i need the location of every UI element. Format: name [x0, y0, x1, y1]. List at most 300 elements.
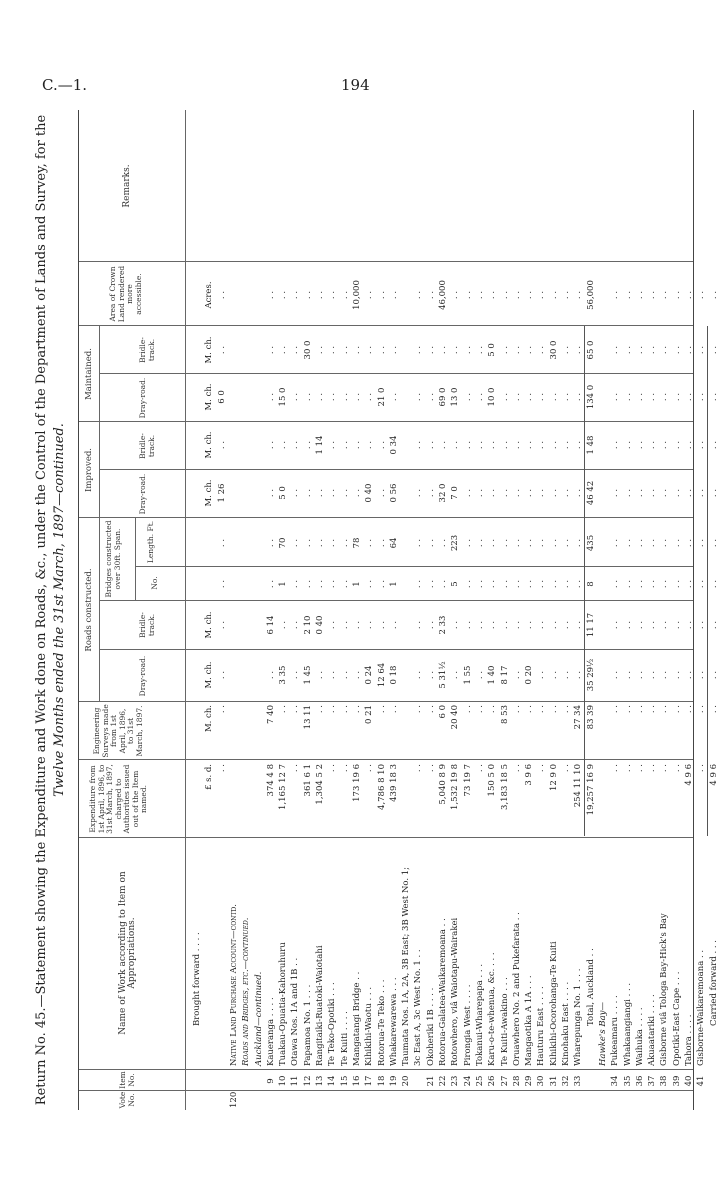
- cell-mdr: . .: [462, 392, 473, 402]
- cell-dray: 3 35: [278, 665, 289, 685]
- cell-bri: . .: [450, 620, 461, 630]
- cell-mbr: . .: [671, 345, 682, 355]
- cell-exp: 4,786 8 10: [376, 764, 387, 810]
- cell-mdr: . .: [573, 392, 584, 402]
- cell-len: . .: [265, 538, 276, 548]
- table-row: [535, 110, 547, 1110]
- cell-idr: . .: [413, 488, 424, 498]
- cell-bri: . .: [474, 620, 485, 630]
- cell-ibr: 1 14: [315, 435, 325, 455]
- cell-no: . .: [659, 579, 670, 589]
- cell-bri: 2 10: [302, 615, 313, 635]
- cell-mbr: . .: [376, 345, 387, 355]
- table-row: [363, 110, 375, 1110]
- cell-item: 23: [450, 1075, 461, 1087]
- cell-len: . .: [425, 538, 436, 548]
- cell-idr: . .: [351, 488, 362, 498]
- cell-area: . .: [302, 290, 313, 300]
- cell-idr: . .: [610, 488, 621, 498]
- cell-bri: . .: [511, 620, 522, 630]
- cell-mbr: . .: [511, 345, 522, 355]
- cell-ibr: . .: [487, 440, 498, 450]
- table-row: [289, 110, 301, 1110]
- cell-mdr: . .: [339, 392, 350, 402]
- cell-area: 10,000: [351, 280, 362, 310]
- cell-len: . .: [474, 538, 485, 548]
- cell-mbr: . .: [364, 345, 375, 355]
- cell-mbr: 30 0: [302, 340, 313, 360]
- cell-mdr: . .: [696, 392, 707, 402]
- table-row: [412, 110, 424, 1110]
- cell-ibr: . .: [684, 440, 694, 450]
- cell-area: . .: [548, 290, 559, 300]
- cell-len: 78: [351, 537, 362, 549]
- cell-mdr: . .: [536, 392, 547, 402]
- cell-mbr: 65 0: [585, 340, 596, 360]
- table-row: [572, 110, 584, 1110]
- cell-name: Kaueranga . . . .: [265, 997, 276, 1066]
- cell-no: 5: [450, 581, 461, 587]
- cell-area: . .: [671, 290, 682, 300]
- cell-item: 33: [573, 1075, 584, 1087]
- cell-no: . .: [561, 579, 571, 589]
- cell-name: Whakaangiangi . . .: [622, 982, 633, 1066]
- cell-mbr: . .: [462, 345, 473, 355]
- table-row: [597, 110, 609, 1110]
- cell-mdr: 21 0: [376, 387, 387, 407]
- cell-item: 24: [462, 1075, 473, 1087]
- cell-dray: . .: [474, 670, 485, 680]
- table-row: [228, 110, 240, 1110]
- cell-eng: . .: [610, 705, 621, 714]
- cell-ibr: . .: [450, 440, 461, 450]
- cell-idr: . .: [290, 488, 301, 498]
- cell-mbr: . .: [265, 345, 276, 355]
- cell-mdr: . .: [659, 392, 670, 402]
- cell-name: Total, Auckland . .: [585, 948, 596, 1026]
- cell-name: Tokanui-Wharepapa . . .: [474, 963, 485, 1066]
- table-row: [351, 110, 363, 1110]
- cell-name: Carried forward . . .: [708, 940, 719, 1026]
- cell-item: 15: [339, 1075, 350, 1087]
- cell-len: . .: [573, 538, 584, 548]
- cell-area: . .: [634, 290, 645, 300]
- cell-area: . .: [647, 290, 658, 300]
- table-row: [253, 110, 265, 1110]
- cell-bri: . .: [548, 620, 559, 630]
- cell-exp: 1,532 19 8: [450, 764, 461, 810]
- cell-len: . .: [438, 538, 448, 548]
- cell-name: Native Land Purchase Account—contd.: [228, 904, 239, 1066]
- cell-exp: 361 6 1: [302, 764, 313, 797]
- cell-exp: . .: [511, 764, 522, 773]
- cell-mdr: . .: [265, 392, 276, 402]
- cell-ibr: . .: [425, 440, 436, 450]
- cell-name: Wharepunga No. 1 . . .: [573, 968, 584, 1066]
- cell-dray: . .: [610, 670, 621, 680]
- cell-name: Rotorua-Galatea-Waikaremoana . .: [438, 918, 448, 1066]
- cell-dray: 8 17: [499, 665, 510, 685]
- cell-mdr: 15 0: [278, 387, 289, 407]
- cell-name: Taumata Nos. 1A, 2A, 3B East; 3B West No. 1;: [401, 866, 412, 1066]
- cell-dray: . .: [290, 670, 301, 680]
- cell-mbr: . .: [696, 345, 707, 355]
- cell-idr: . .: [327, 488, 338, 498]
- cell-eng: 7 40: [265, 705, 276, 724]
- cell-no: . .: [696, 579, 707, 589]
- cell-mbr: . .: [536, 345, 547, 355]
- cell-bri: . .: [462, 620, 473, 630]
- cell-ibr: . .: [351, 440, 362, 450]
- table-row: [339, 110, 351, 1110]
- cell-mbr: . .: [610, 345, 621, 355]
- cell-item: 10: [278, 1075, 289, 1087]
- cell-len: 70: [278, 537, 289, 549]
- cell-eng: . .: [290, 705, 301, 714]
- cell-exp: . .: [536, 764, 547, 773]
- cell-mbr: . .: [413, 345, 424, 355]
- cell-len: . .: [708, 538, 719, 548]
- cell-ibr: . .: [290, 440, 301, 450]
- cell-bri: . .: [573, 620, 584, 630]
- cell-mbr: . .: [474, 345, 485, 355]
- cell-no: 1: [351, 581, 362, 587]
- header-bridges-length: Length. Ft.: [146, 520, 155, 564]
- cell-len: . .: [561, 538, 571, 548]
- cell-eng: . .: [659, 705, 670, 714]
- cell-exp: 254 11 10: [573, 764, 584, 808]
- cell-ibr: . .: [278, 440, 289, 450]
- cell-len: 435: [585, 534, 596, 552]
- cell-area: . .: [278, 290, 289, 300]
- cell-name: Kinohaku East . . . .: [561, 981, 571, 1066]
- header-vote-no: Vote No.: [118, 1091, 136, 1109]
- cell-bri: . .: [327, 620, 338, 630]
- cell-bri: 11 17: [585, 612, 596, 638]
- cell-area: . .: [610, 290, 621, 300]
- table-row: [474, 110, 486, 1110]
- cell-idr: . .: [647, 488, 658, 498]
- cell-name: Whakarewarewa . . .: [388, 977, 399, 1066]
- header-bridges: Bridges constructed over 30ft. Span.: [104, 520, 122, 598]
- cell-ibr: . .: [708, 440, 719, 450]
- cell-dray: . .: [622, 670, 633, 680]
- cell-ibr: . .: [376, 440, 387, 450]
- cell-bri: 6 14: [265, 615, 276, 635]
- cell-idr: 0 56: [388, 483, 399, 503]
- cell-mbr: . .: [327, 345, 338, 355]
- cell-mdr: . .: [622, 392, 633, 402]
- cell-name: Gisborne viâ Tologa Bay-Hick's Bay: [659, 913, 670, 1066]
- table-row: [609, 110, 621, 1110]
- table-row: [523, 110, 535, 1110]
- cell-ibr: . .: [511, 440, 522, 450]
- cell-eng: 27 34: [573, 705, 584, 730]
- cell-mdr: . .: [647, 392, 658, 402]
- cell-no: . .: [474, 579, 485, 589]
- cell-bri: . .: [536, 620, 547, 630]
- cell-item: 37: [647, 1075, 658, 1087]
- cell-exp: £ s. d.: [204, 764, 215, 791]
- cell-name: Te Kuiti . . . .: [339, 1011, 350, 1066]
- cell-ibr: . .: [364, 440, 375, 450]
- cell-eng: . .: [671, 705, 682, 714]
- cell-area: Acres.: [204, 281, 215, 309]
- cell-bri: . .: [425, 620, 436, 630]
- cell-item: 22: [438, 1075, 448, 1087]
- cell-area: . .: [474, 290, 485, 300]
- table-row: [683, 110, 695, 1110]
- cell-no: . .: [671, 579, 682, 589]
- cell-idr: . .: [524, 488, 535, 498]
- cell-dray: . .: [659, 670, 670, 680]
- cell-no: . .: [302, 579, 313, 589]
- cell-mbr: . .: [278, 345, 289, 355]
- cell-mbr: . .: [524, 345, 535, 355]
- cell-item: 34: [610, 1075, 621, 1087]
- cell-item: 27: [499, 1075, 510, 1087]
- cell-exp: . .: [327, 764, 338, 773]
- cell-len: . .: [339, 538, 350, 548]
- cell-ibr: . .: [634, 440, 645, 450]
- cell-ibr: . .: [647, 440, 658, 450]
- cell-exp: . .: [622, 764, 633, 773]
- cell-mdr: . .: [364, 392, 375, 402]
- table-row: [400, 110, 412, 1110]
- cell-ibr: . .: [536, 440, 547, 450]
- cell-dray: . .: [216, 670, 227, 680]
- cell-mdr: . .: [684, 392, 694, 402]
- cell-idr: 7 0: [450, 486, 461, 500]
- header-area: Area of Crown Land rendered more accessible.: [108, 265, 143, 323]
- cell-eng: . .: [536, 705, 547, 714]
- cell-mdr: . .: [708, 392, 719, 402]
- cell-name: Hauturu East . . . .: [536, 986, 547, 1066]
- table-row: [646, 110, 658, 1110]
- cell-idr: . .: [536, 488, 547, 498]
- table-row: [462, 110, 474, 1110]
- cell-area: . .: [425, 290, 436, 300]
- cell-area: . .: [487, 290, 498, 300]
- cell-dray: . .: [511, 670, 522, 680]
- cell-exp: 4 9 6: [684, 764, 694, 786]
- cell-dray: . .: [573, 670, 584, 680]
- table-row: [560, 110, 572, 1110]
- cell-dray: . .: [708, 670, 719, 680]
- cell-no: . .: [425, 579, 436, 589]
- cell-bri: . .: [524, 620, 535, 630]
- cell-name: Oruawhero No. 2 and Pukefarata . .: [511, 912, 522, 1066]
- cell-exp: 19,257 16 9: [585, 764, 596, 816]
- cell-idr: . .: [462, 488, 473, 498]
- cell-item: 39: [671, 1075, 682, 1087]
- cell-no: . .: [573, 579, 584, 589]
- cell-idr: . .: [302, 488, 313, 498]
- cell-ibr: . .: [659, 440, 670, 450]
- cell-ibr: . .: [327, 440, 338, 450]
- cell-mbr: . .: [351, 345, 362, 355]
- cell-mdr: . .: [634, 392, 645, 402]
- cell-name: Opotiki-East Cape . . .: [671, 971, 682, 1066]
- cell-mdr: . .: [413, 392, 424, 402]
- cell-name: Otawa Nos. 1A and 1B . .: [290, 957, 301, 1066]
- cell-exp: . .: [474, 764, 485, 773]
- cell-idr: . .: [474, 488, 485, 498]
- cell-ibr: . .: [462, 440, 473, 450]
- cell-len: . .: [487, 538, 498, 548]
- cell-idr: . .: [622, 488, 633, 498]
- cell-item: 13: [315, 1075, 325, 1087]
- statement-table: [78, 110, 719, 1110]
- cell-ibr: . .: [499, 440, 510, 450]
- cell-bri: . .: [388, 620, 399, 630]
- header-improved: Improved.: [84, 448, 94, 493]
- cell-bri: 2 33: [438, 615, 448, 635]
- cell-mbr: . .: [634, 345, 645, 355]
- cell-len: . .: [315, 538, 325, 548]
- cell-mdr: . .: [511, 392, 522, 402]
- cell-area: . .: [376, 290, 387, 300]
- cell-idr: . .: [634, 488, 645, 498]
- cell-no: . .: [315, 579, 325, 589]
- cell-exp: . .: [696, 764, 707, 773]
- cell-item: 21: [425, 1075, 436, 1087]
- cell-area: . .: [511, 290, 522, 300]
- cell-idr: . .: [708, 488, 719, 498]
- table-row: [216, 110, 228, 1110]
- cell-exp: 173 19 6: [351, 764, 362, 802]
- cell-mdr: . .: [425, 392, 436, 402]
- cell-no: . .: [634, 579, 645, 589]
- cell-item: 36: [634, 1075, 645, 1087]
- cell-item: 38: [659, 1075, 670, 1087]
- table-row: [486, 110, 498, 1110]
- cell-dray: M. ch.: [204, 661, 215, 689]
- cell-exp: . .: [671, 764, 682, 773]
- cell-dray: 35 29½: [585, 658, 596, 692]
- cell-mbr: . .: [216, 345, 227, 355]
- header-name-of-work: Name of Work according to Item on Appropriations.: [118, 871, 137, 1035]
- cell-mdr: . .: [499, 392, 510, 402]
- cell-name: Hawke's Bay—: [597, 1002, 608, 1066]
- cell-item: 28: [511, 1075, 522, 1087]
- cell-mdr: 10 0: [487, 387, 498, 407]
- cell-ibr: . .: [438, 440, 448, 450]
- cell-area: . .: [388, 290, 399, 300]
- cell-area: 56,000: [585, 280, 596, 310]
- cell-name: Gisborne-Waikaremoana . .: [696, 949, 707, 1066]
- cell-mdr: 134 0: [585, 384, 596, 410]
- cell-mbr: . .: [290, 345, 301, 355]
- cell-len: . .: [364, 538, 375, 548]
- cell-eng: . .: [278, 705, 289, 714]
- document-code: C.—1.: [42, 76, 88, 94]
- cell-eng: . .: [622, 705, 633, 714]
- cell-ibr: 1 48: [585, 435, 596, 455]
- cell-bri: . .: [413, 620, 424, 630]
- cell-name: Akuaatariki . . . .: [647, 994, 658, 1066]
- header-dray-road-maintained: Dray-road.: [138, 377, 147, 419]
- cell-dray: 0 24: [364, 665, 375, 685]
- cell-name: Rotowhero, viâ Waiotapu-Wairakei: [450, 917, 461, 1066]
- cell-ibr: . .: [413, 440, 424, 450]
- page-number: 194: [341, 76, 370, 94]
- cell-mdr: 69 0: [438, 387, 448, 407]
- cell-eng: . .: [684, 705, 694, 714]
- header-bridle-track-constructed: Bridle-track.: [138, 612, 156, 638]
- cell-idr: . .: [696, 488, 707, 498]
- cell-area: . .: [524, 290, 535, 300]
- cell-exp: 3 9 6: [524, 764, 535, 786]
- cell-eng: 83 39: [585, 705, 596, 730]
- cell-item: 9: [265, 1078, 276, 1084]
- cell-len: . .: [462, 538, 473, 548]
- cell-item: 17: [364, 1075, 375, 1087]
- cell-dray: . .: [634, 670, 645, 680]
- cell-item: 12: [302, 1075, 313, 1087]
- cell-bri: . .: [622, 620, 633, 630]
- cell-dray: . .: [684, 670, 694, 680]
- cell-ibr: . .: [216, 440, 227, 450]
- cell-mbr: . .: [315, 345, 325, 355]
- cell-len: . .: [548, 538, 559, 548]
- cell-ibr: M. ch.: [204, 431, 215, 459]
- cell-name: Te Teko-Opotiki . . .: [327, 982, 338, 1066]
- cell-area: . .: [708, 290, 719, 300]
- cell-idr: . .: [561, 488, 571, 498]
- table-row: [708, 110, 720, 1110]
- cell-mdr: . .: [290, 392, 301, 402]
- return-title-line-1: Return No. 45.—Statement showing the Expenditure and Work done on Roads, &c., under the Control of the Department of Lands and Survey, for the: [34, 114, 49, 1106]
- cell-mdr: . .: [610, 392, 621, 402]
- cell-len: . .: [659, 538, 670, 548]
- cell-no: . .: [265, 579, 276, 589]
- header-remarks: Remarks.: [122, 164, 132, 208]
- cell-ibr: . .: [671, 440, 682, 450]
- cell-name: Kihikihi-Waotu . . .: [364, 986, 375, 1066]
- cell-idr: . .: [425, 488, 436, 498]
- cell-len: . .: [622, 538, 633, 548]
- rotated-table-page: [34, 110, 719, 1110]
- cell-name: Tahora . . . .: [684, 1014, 694, 1066]
- cell-dray: 1 40: [487, 665, 498, 685]
- table-row: [326, 110, 338, 1110]
- cell-len: . .: [634, 538, 645, 548]
- cell-idr: . .: [376, 488, 387, 498]
- cell-area: . .: [561, 290, 571, 300]
- cell-dray: . .: [536, 670, 547, 680]
- cell-no: . .: [364, 579, 375, 589]
- cell-bri: . .: [487, 620, 498, 630]
- cell-idr: 0 40: [364, 483, 375, 503]
- cell-name: Brought forward . . . .: [192, 932, 202, 1026]
- cell-no: . .: [376, 579, 387, 589]
- table-row: [203, 110, 215, 1110]
- cell-bri: . .: [499, 620, 510, 630]
- cell-mdr: . .: [671, 392, 682, 402]
- cell-exp: 1,304 5 2: [315, 764, 325, 805]
- table-row: [671, 110, 683, 1110]
- table-row: [376, 110, 388, 1110]
- cell-exp: . .: [634, 764, 645, 773]
- cell-dray: 12 64: [376, 662, 387, 688]
- cell-area: . .: [327, 290, 338, 300]
- cell-dray: . .: [425, 670, 436, 680]
- table-row: [314, 110, 326, 1110]
- cell-dray: . .: [351, 670, 362, 680]
- cell-eng: . .: [425, 705, 436, 714]
- cell-item: 31: [548, 1075, 559, 1087]
